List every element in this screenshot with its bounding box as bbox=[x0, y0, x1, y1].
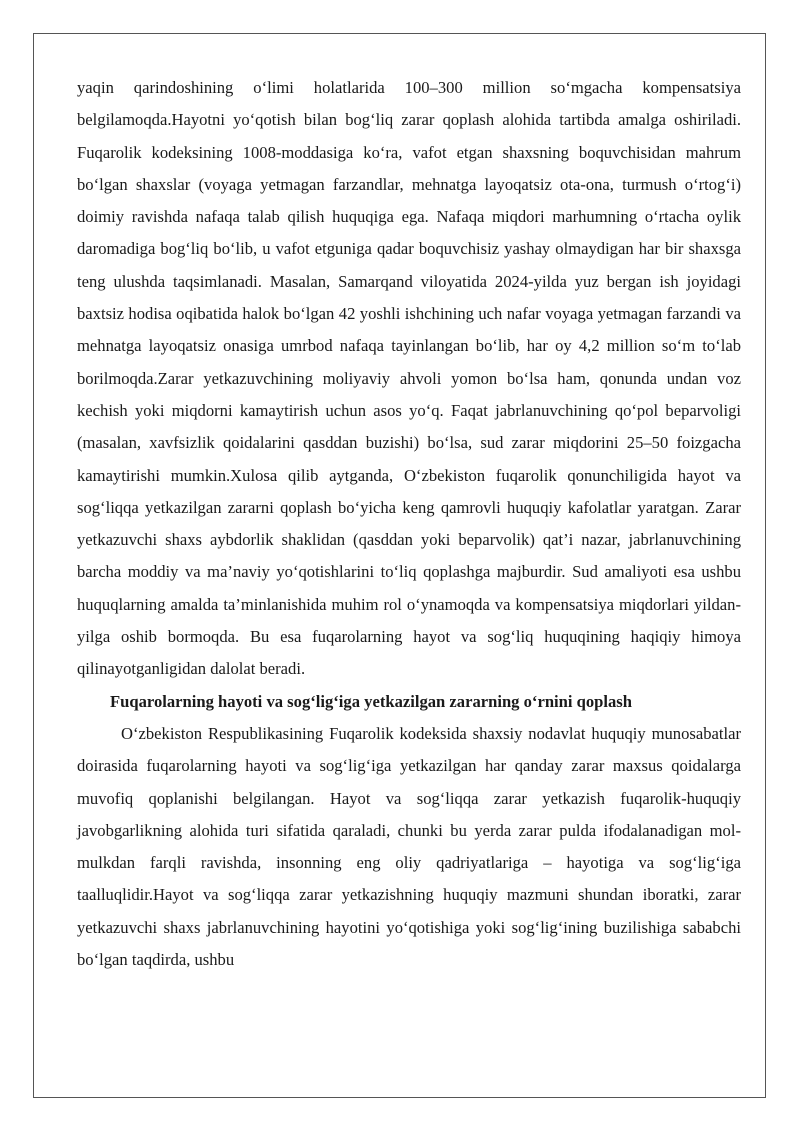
section-heading: Fuqarolarning hayoti va sog‘lig‘iga yetkazilgan zararning o‘rnini qoplash bbox=[110, 691, 632, 711]
paragraph-continuation: yaqin qarindoshining o‘limi holatlarida 100–300 million so‘mgacha kompensatsiya belgilamoqda.Hayotni yo‘qotish bilan bog‘liq zarar qoplash alohida tartibda amalga oshiriladi. Fuqarolik kodeksining 1008-moddasiga ko‘ra, vafot etgan shaxsning boquvchisidan mahrum bo‘lgan shaxslar (voyaga yetmagan farzandlar, mehnatga layoqatsiz ota-ona, turmush o‘rtog‘i) doimiy ravishda nafaqa talab qilish huquqiga ega. Nafaqa miqdori marhumning o‘rtacha oylik daromadiga bog‘liq bo‘lib, u vafot etguniga qadar boquvchisiz yashay olmaydigan har bir shaxsga teng ulushda taqsimlanadi. Masalan, Samarqand viloyatida 2024-yilda yuz bergan ish joyidagi baxtsiz hodisa oqibatida halok bo‘lgan 42 yoshli ishchining uch nafar voyaga yetmagan farzandi va mehnatga layoqatsiz onasiga umrbod nafaqa tayinlangan bo‘lib, har oy 4,2 million so‘m to‘lab borilmoqda.Zarar yetkazuvchining moliyaviy ahvoli yomon bo‘lsa ham, qonunda undan voz kechish yoki miqdorni kamaytirish uchun asos yo‘q. Faqat jabrlanuvchining qo‘pol beparvoligi (masalan, xavfsizlik qoidalarini qasddan buzishi) bo‘lsa, sud zarar miqdorini 25–50 foizgacha kamaytirishi mumkin.Xulosa qilib aytganda, O‘zbekiston fuqarolik qonunchiligida hayot va sog‘liqqa yetkazilgan zararni qoplash bo‘yicha keng qamrovli huquqiy kafolatlar yaratgan. Zarar yetkazuvchi shaxs aybdorlik shaklidan (qasddan yoki beparvolik) qat’i nazar, jabrlanuvchining barcha moddiy va ma’naviy yo‘qotishlarini to‘liq qoplashga majburdir. Sud amaliyoti esa ushbu huquqlarning amalda ta’minlanishida muhim rol o‘ynamoqda va kompensatsiya miqdorlari yildan-yilga oshib bormoqda. Bu esa fuqarolarning hayot va sog‘liq huquqining haqiqiy himoya qilinayotganligidan dalolat beradi. bbox=[77, 78, 741, 679]
paragraph-section-intro: O‘zbekiston Respublikasining Fuqarolik kodeksida shaxsiy nodavlat huquqiy munosabatlar doirasida fuqarolarning hayoti va sog‘lig‘iga yetkazilgan har qanday zarar maxsus qoidalarga muvofiq qoplanishi belgilangan. Hayot va sog‘liqqa zarar yetkazish fuqarolik-huquqiy javobgarlikning alohida turi sifatida qaraladi, chunki bu yerda zarar pulda ifodalanadigan mol-mulkdan farqli ravishda, insonning eng oliy qadriyatlariga – hayotiga va sog‘lig‘iga taalluqlidir.Hayot va sog‘liqqa zarar yetkazishning huquqiy mazmuni shundan iboratki, zarar yetkazuvchi shaxs jabrlanuvchining hayotini yo‘qotishiga yoki sog‘lig‘ining buzilishiga sababchi bo‘lgan taqdirda, ushbu bbox=[77, 723, 741, 970]
document-body bbox=[77, 72, 741, 976]
